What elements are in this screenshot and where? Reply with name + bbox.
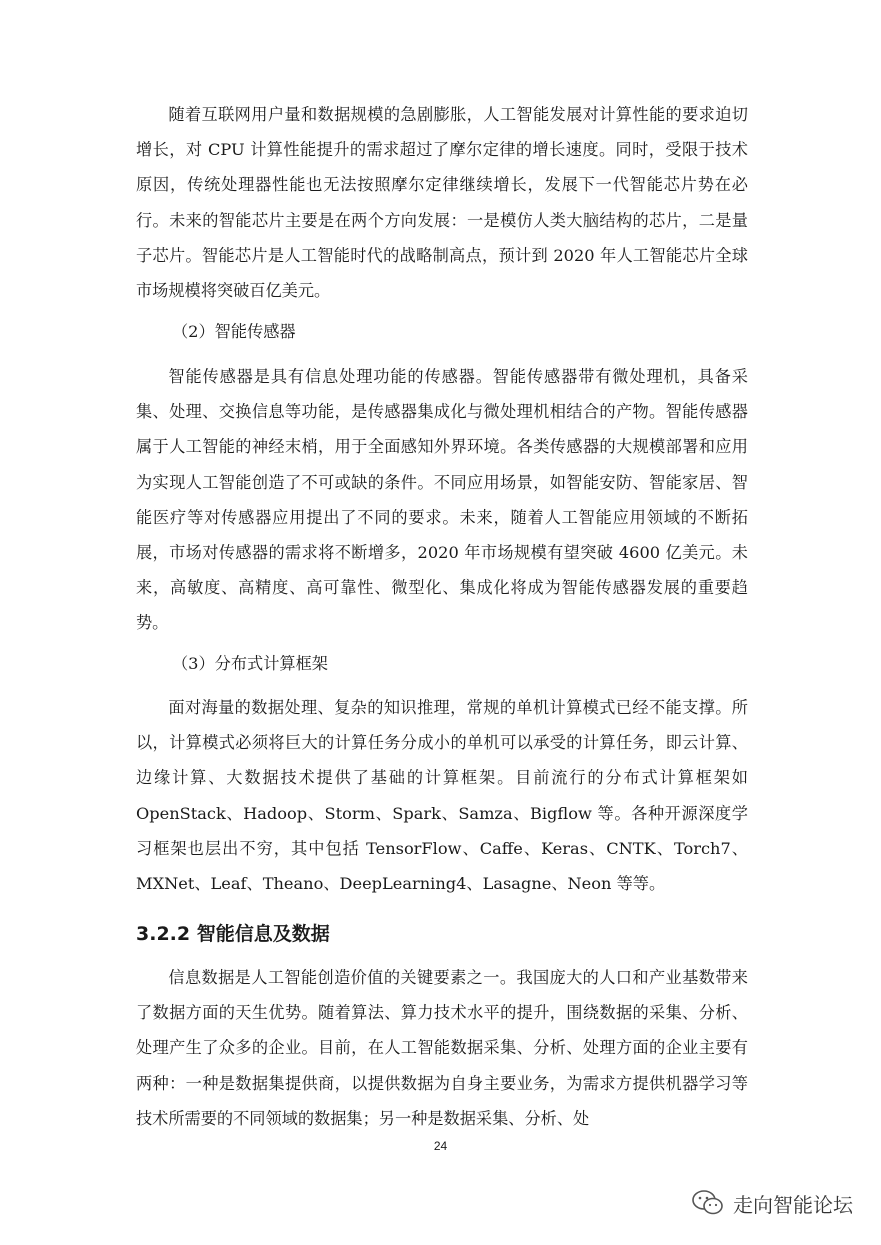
paragraph-ai-chips: 随着互联网用户量和数据规模的急剧膨胀，人工智能发展对计算性能的要求迫切增长，对 CPU 计算性能提升的需求超过了摩尔定律的增长速度。同时，受限于技术原因，传统处理器性能也无法按照摩尔定律继续增长，发展下一代智能芯片势在必行。未来的智能芯片主要是在两个方向发展：一是模仿人类大脑结构的芯片，二是量子芯片。智能芯片是人工智能时代的战略制高点，预计到 2020 年人工智能芯片全球市场规模将突破百亿美元。 bbox=[136, 105, 748, 301]
paragraph-distributed-computing: 面对海量的数据处理、复杂的知识推理，常规的单机计算模式已经不能支撑。所以，计算模式必须将巨大的计算任务分成小的单机可以承受的计算任务，即云计算、边缘计算、大数据技术提供了基础的计算框架。目前流行的分布式计算框架如 OpenStack、Hadoop、Storm、Spark、Samza、Bigflow 等。各种开源深度学习框架也层出不穷，其中包括 TensorFlow、Caffe、Keras、CNTK、Torch7、MXNet、Leaf、Theano、DeepLearning4、Lasagne、Neon 等等。 bbox=[136, 698, 748, 894]
wechat-icon bbox=[691, 1188, 725, 1218]
watermark bbox=[691, 1188, 853, 1218]
paragraph-smart-sensors: 智能传感器是具有信息处理功能的传感器。智能传感器带有微处理机，具备采集、处理、交换信息等功能，是传感器集成化与微处理机相结合的产物。智能传感器属于人工智能的神经末梢，用于全面感知外界环境。各类传感器的大规模部署和应用为实现人工智能创造了不可或缺的条件。不同应用场景，如智能安防、智能家居、智能医疗等对传感器应用提出了不同的要求。未来，随着人工智能应用领域的不断拓展，市场对传感器的需求将不断增多，2020 年市场规模有望突破 4600 亿美元。未来，高敏度、高精度、高可靠性、微型化、集成化将成为智能传感器发展的重要趋势。 bbox=[136, 367, 748, 633]
paragraph-data: 信息数据是人工智能创造价值的关键要素之一。我国庞大的人口和产业基数带来了数据方面的天生优势。随着算法、算力技术水平的提升，围绕数据的采集、分析、处理产生了众多的企业。目前，在人工智能数据采集、分析、处理方面的企业主要有两种：一种是数据集提供商，以提供数据为自身主要业务，为需求方提供机器学习等技术所需要的不同领域的数据集；另一种是数据采集、分析、处 bbox=[136, 968, 748, 1128]
subheading-distributed-computing: （3）分布式计算框架 bbox=[172, 654, 328, 673]
subheading-smart-sensors: （2）智能传感器 bbox=[172, 322, 296, 341]
page-number: 24 bbox=[433, 1139, 448, 1153]
section-heading: 3.2.2 智能信息及数据 bbox=[136, 923, 330, 945]
watermark-text: 走向智能论坛 bbox=[733, 1192, 853, 1217]
